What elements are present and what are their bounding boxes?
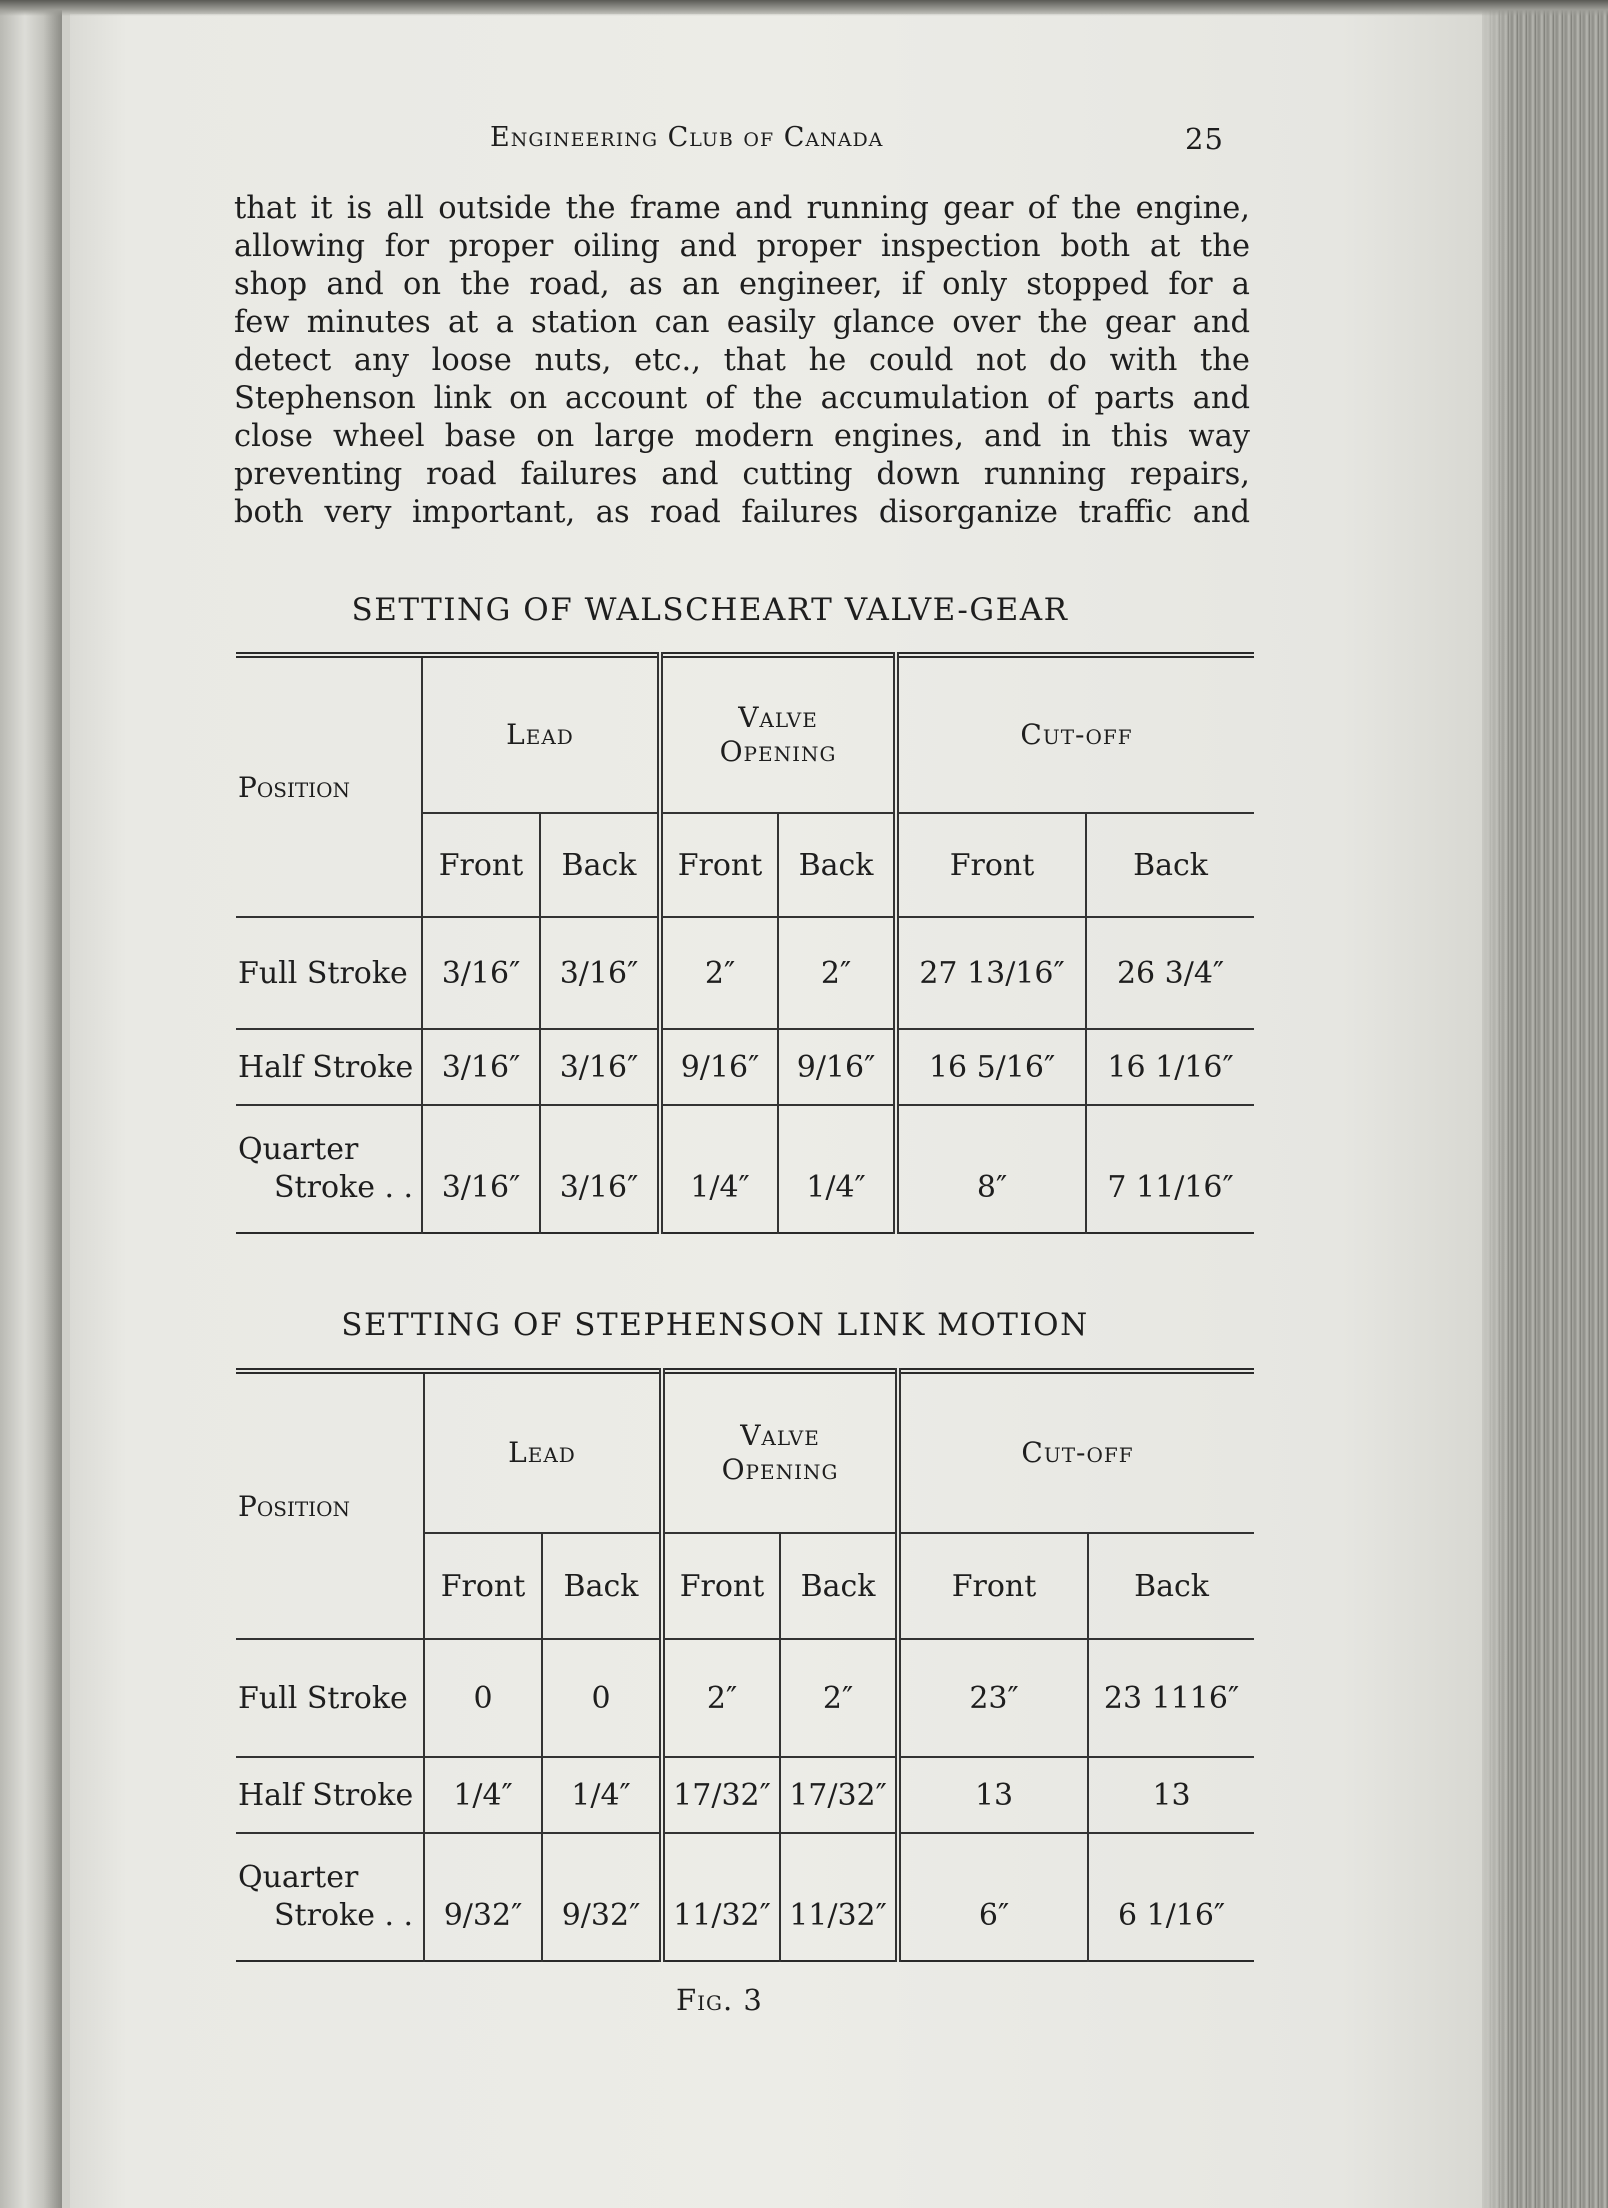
- cell: 2″: [662, 1639, 780, 1757]
- cell: 6″: [898, 1833, 1088, 1961]
- table-title-stephenson: SETTING OF STEPHENSON LINK MOTION: [341, 1307, 1089, 1343]
- cell: 3/16″: [422, 1105, 540, 1233]
- valve-header-line: Valve: [738, 701, 818, 734]
- subheader-back: Back: [780, 1533, 898, 1639]
- text-line: shop and on the road, as an engineer, if only stopped for a: [234, 267, 1250, 302]
- left-page-edge: [0, 0, 62, 2208]
- cell: 3/16″: [422, 917, 540, 1029]
- top-shadow: [0, 0, 1608, 16]
- text-line: few minutes at a station can easily glance over the gear and: [234, 305, 1250, 340]
- cutoff-header: Cut-off: [898, 1371, 1254, 1533]
- cell: 3/16″: [540, 917, 660, 1029]
- valve-opening-header: [660, 655, 896, 813]
- row-label: [236, 1833, 424, 1961]
- cell: 9/16″: [778, 1029, 896, 1105]
- subheader-front: Front: [898, 1533, 1088, 1639]
- text-line: detect any loose nuts, etc., that he could not do with the: [234, 343, 1250, 378]
- cell: 17/32″: [780, 1757, 898, 1833]
- page-number: 25: [1185, 122, 1224, 156]
- text-line: preventing road failures and cutting down running repairs,: [234, 457, 1250, 492]
- cell: 16 5/16″: [896, 1029, 1086, 1105]
- text-line: that it is all outside the frame and running gear of the engine,: [234, 191, 1250, 226]
- subheader-front: Front: [896, 813, 1086, 917]
- subheader-back: Back: [1088, 1533, 1254, 1639]
- cell: 2″: [778, 917, 896, 1029]
- cell: 17/32″: [662, 1757, 780, 1833]
- position-header: Position: [236, 655, 422, 917]
- cell: 3/16″: [540, 1029, 660, 1105]
- stephenson-table: [236, 1368, 1254, 1962]
- row-label: Full Stroke: [238, 955, 408, 991]
- figure-caption: Fig. 3: [676, 1983, 763, 2017]
- cell: 1/4″: [542, 1757, 662, 1833]
- cell: 3/16″: [422, 1029, 540, 1105]
- subheader-back: Back: [778, 813, 896, 917]
- cell: 2″: [780, 1639, 898, 1757]
- cell: 0: [542, 1639, 662, 1757]
- cell: 9/16″: [660, 1029, 778, 1105]
- cell: 1/4″: [660, 1105, 778, 1233]
- body-paragraph: [234, 190, 1250, 532]
- valve-header-line: Valve: [740, 1419, 820, 1452]
- table-row: [236, 1757, 1254, 1833]
- cell: 8″: [896, 1105, 1086, 1233]
- cell: 0: [424, 1639, 542, 1757]
- cell: 1/4″: [778, 1105, 896, 1233]
- text-line: close wheel base on large modern engines, and in this way: [234, 419, 1250, 454]
- valve-opening-header: [662, 1371, 898, 1533]
- row-label-line: Stroke . .: [274, 1898, 414, 1933]
- row-label-line: Quarter: [238, 1132, 359, 1167]
- subheader-front: Front: [660, 813, 778, 917]
- table-row: [236, 1639, 1254, 1757]
- right-page-edges: [1482, 0, 1608, 2208]
- cell: 9/32″: [424, 1833, 542, 1961]
- subheader-front: Front: [424, 1533, 542, 1639]
- subheader-front: Front: [662, 1533, 780, 1639]
- table-row: [236, 1029, 1254, 1105]
- lead-header: Lead: [422, 655, 660, 813]
- cell: 16 1/16″: [1086, 1029, 1254, 1105]
- cell: 11/32″: [780, 1833, 898, 1961]
- cell: 3/16″: [540, 1105, 660, 1233]
- lead-header: Lead: [424, 1371, 662, 1533]
- row-label-line: Quarter: [238, 1860, 359, 1895]
- opening-header-line: Opening: [719, 735, 837, 768]
- cell: 13: [898, 1757, 1088, 1833]
- cell: 7 11/16″: [1086, 1105, 1254, 1233]
- position-header: Position: [236, 1371, 424, 1639]
- row-label-line: Stroke . .: [274, 1170, 414, 1205]
- row-label: [236, 1105, 422, 1233]
- header-title: Engineering Club of Canada: [490, 122, 884, 153]
- cell: 23″: [898, 1639, 1088, 1757]
- row-label: Half Stroke: [236, 1029, 422, 1105]
- cell: 23 1116″: [1088, 1639, 1254, 1757]
- subheader-back: Back: [542, 1533, 662, 1639]
- cell: 11/32″: [662, 1833, 780, 1961]
- text-line: Stephenson link on account of the accumulation of parts and: [234, 381, 1250, 416]
- opening-header-line: Opening: [721, 1453, 839, 1486]
- row-label: Full Stroke: [238, 1680, 408, 1716]
- table-title-walscheart: SETTING OF WALSCHEART VALVE-GEAR: [351, 592, 1069, 628]
- cutoff-header: Cut-off: [896, 655, 1254, 813]
- running-header: [490, 122, 1230, 162]
- table-row: [236, 1105, 1254, 1233]
- subheader-back: Back: [540, 813, 660, 917]
- text-line: allowing for proper oiling and proper inspection both at the: [234, 229, 1250, 264]
- text-line: both very important, as road failures disorganize traffic and: [234, 495, 1250, 530]
- cell: 6 1/16″: [1088, 1833, 1254, 1961]
- cell: 13: [1088, 1757, 1254, 1833]
- subheader-front: Front: [422, 813, 540, 917]
- walscheart-table: [236, 652, 1254, 1234]
- row-label: Half Stroke: [236, 1757, 424, 1833]
- cell: 9/32″: [542, 1833, 662, 1961]
- cell: 2″: [660, 917, 778, 1029]
- subheader-back: Back: [1086, 813, 1254, 917]
- cell: 1/4″: [424, 1757, 542, 1833]
- table-row: [236, 917, 1254, 1029]
- cell: 26 3/4″: [1086, 917, 1254, 1029]
- cell: 27 13/16″: [896, 917, 1086, 1029]
- table-row: [236, 1833, 1254, 1961]
